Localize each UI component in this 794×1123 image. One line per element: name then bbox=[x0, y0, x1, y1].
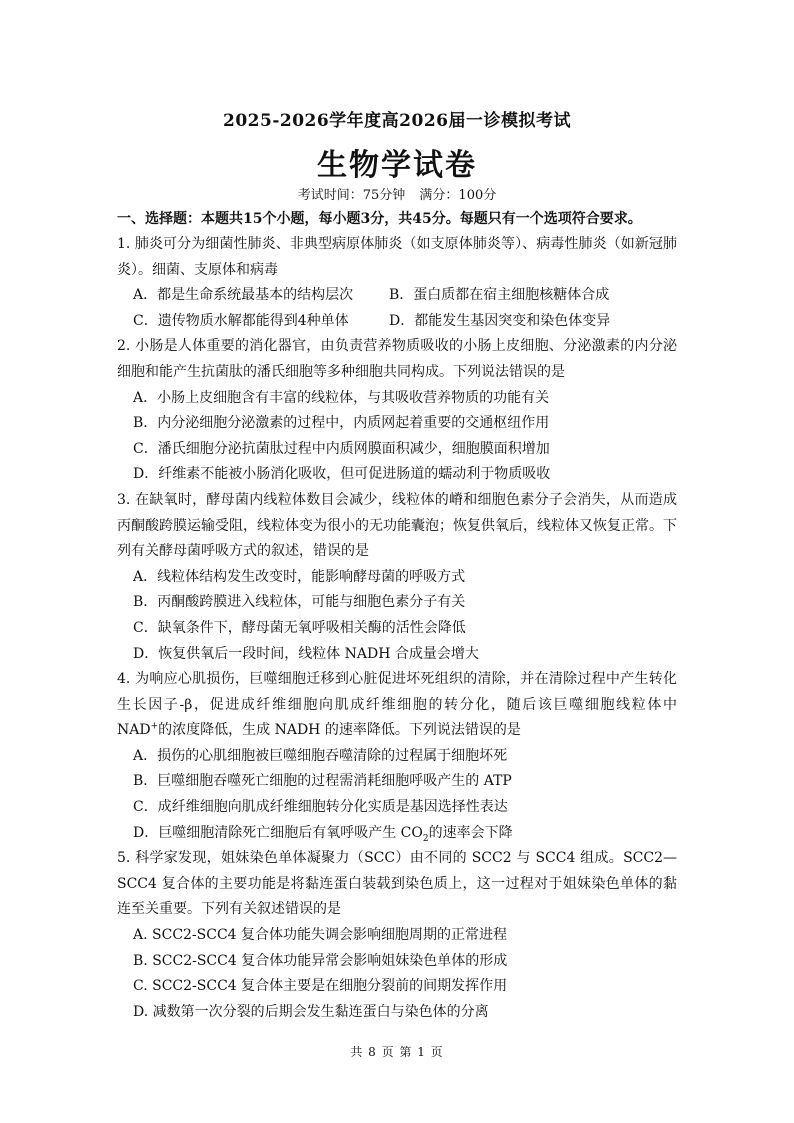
option-d: D. 减数第一次分裂的后期会发生黏连蛋白与染色体的分离 bbox=[133, 1003, 489, 1020]
question-4 bbox=[117, 667, 677, 846]
option-a: A．线粒体结构发生改变时，能影响酵母菌的呼吸方式 bbox=[133, 568, 466, 585]
question-2 bbox=[117, 334, 677, 488]
subject-title: 生物学试卷 bbox=[317, 148, 477, 183]
option-c: C．成纤维细胞向肌成纤维细胞转分化实质是基因选择性表达 bbox=[133, 799, 508, 816]
option-b: B. SCC2-SCC4 复合体功能异常会影响姐妹染色单体的形成 bbox=[133, 952, 508, 969]
exam-score: 满分：100分 bbox=[419, 188, 497, 203]
option-d: D．都能发生基因突变和染色体变异 bbox=[389, 312, 611, 329]
section-heading: 一、选择题：本题共15个小题，每小题3分，共45分。每题只有一个选项符合要求。 bbox=[117, 211, 642, 227]
exam-time: 考试时间：75分钟 bbox=[297, 188, 406, 203]
question-stem: 5. 科学家发现，姐妹染色单体凝聚力（SCC）由不同的 SCC2 与 SCC4 组成。SCC2—SCC4 复合体的主要功能是将黏连蛋白装载到染色质上，这一过程对于姐妹染色单体的黏连至关重要。下列有关叙述错误的是 bbox=[117, 850, 677, 918]
option-d bbox=[117, 821, 677, 847]
subscript: 2 bbox=[422, 833, 429, 844]
option-b: B．丙酮酸跨膜进入线粒体，可能与细胞色素分子有关 bbox=[133, 594, 466, 611]
exam-meta bbox=[0, 184, 794, 203]
option-d: D．纤维素不能被小肠消化吸收，但可促进肠道的蠕动利于物质吸收 bbox=[133, 466, 551, 483]
superscript: + bbox=[150, 721, 159, 732]
option-row bbox=[117, 309, 677, 335]
page-footer: 共 8 页 第 1 页 bbox=[350, 1045, 444, 1059]
option-c: C．遗传物质水解都能得到4种单体 bbox=[133, 312, 349, 329]
option-a: A．损伤的心肌细胞被巨噬细胞吞噬清除的过程属于细胞坏死 bbox=[133, 747, 508, 764]
question-1 bbox=[117, 232, 677, 334]
option-c: C．潘氏细胞分泌抗菌肽过程中内质网膜面积减少，细胞膜面积增加 bbox=[133, 440, 550, 457]
option-row bbox=[117, 283, 677, 309]
option-b: B．蛋白质都在宿主细胞核糖体合成 bbox=[389, 287, 610, 304]
question-5 bbox=[117, 846, 677, 1025]
option-a: A．都是生命系统最基本的结构层次 bbox=[133, 287, 354, 304]
questions-block bbox=[117, 232, 677, 1025]
question-3 bbox=[117, 488, 677, 667]
option-text: D．巨噬细胞清除死亡细胞后有氧呼吸产生 CO bbox=[133, 824, 423, 841]
option-c: C．缺氧条件下，酵母菌无氧呼吸相关酶的活性会降低 bbox=[133, 619, 466, 636]
option-a: A. SCC2-SCC4 复合体功能失调会影响细胞周期的正常进程 bbox=[133, 927, 508, 944]
option-a: A．小肠上皮细胞含有丰富的线粒体，与其吸收营养物质的功能有关 bbox=[133, 389, 550, 406]
option-d: D．恢复供氧后一段时间，线粒体 NADH 合成量会增大 bbox=[133, 645, 479, 662]
option-b: B．内分泌细胞分泌激素的过程中，内质网起着重要的交通枢纽作用 bbox=[133, 415, 550, 432]
stem-text: 4. 为响应心肌损伤，巨噬细胞迁移到心脏促进坏死组织的清除，并在清除过程中产生转化生长因子-β，促进成纤维细胞向肌成纤维细胞的转分化，随后该巨噬细胞线粒体中 NAD bbox=[117, 671, 677, 739]
stem-text: 的浓度降低，生成 NADH 的速率降低。下列说法错误的是 bbox=[158, 722, 521, 739]
option-text: 的速率会下降 bbox=[428, 824, 513, 841]
exam-title: 2025-2026学年度高2026届一诊模拟考试 bbox=[223, 111, 571, 131]
question-stem: 3. 在缺氧时，酵母菌内线粒体数目会减少，线粒体的嵴和细胞色素分子会消失，从而造成丙酮酸跨膜运输受阻，线粒体变为很小的无功能囊泡；恢复供氧后，线粒体又恢复正常。下列有关酵母菌呼吸方式的叙述，错误的是 bbox=[117, 491, 677, 560]
question-stem: 1. 肺炎可分为细菌性肺炎、非典型病原体肺炎（如支原体肺炎等）、病毒性肺炎（如新冠肺炎）。细菌、支原体和病毒 bbox=[117, 236, 677, 278]
question-stem: 2. 小肠是人体重要的消化器官，由负责营养物质吸收的小肠上皮细胞、分泌激素的内分泌细胞和能产生抗菌肽的潘氏细胞等多种细胞共同构成。下列说法错误的是 bbox=[117, 338, 677, 380]
option-b: B．巨噬细胞吞噬死亡细胞的过程需消耗细胞呼吸产生的 ATP bbox=[133, 773, 512, 790]
option-c: C. SCC2-SCC4 复合体主要是在细胞分裂前的间期发挥作用 bbox=[133, 978, 508, 995]
question-stem bbox=[117, 667, 677, 744]
